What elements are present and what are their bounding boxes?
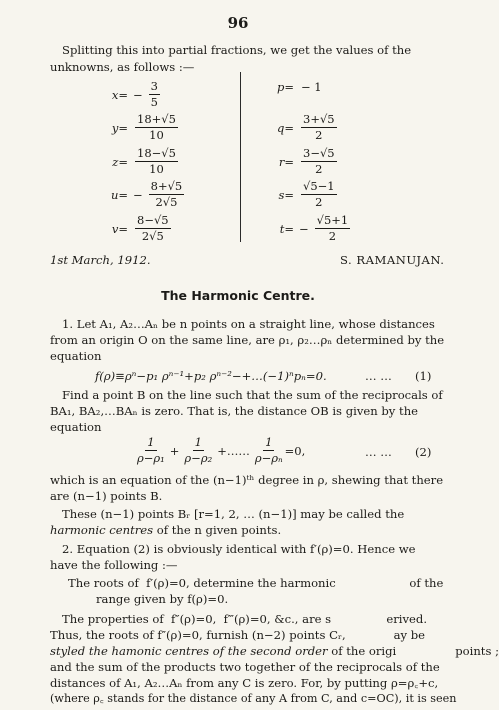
para2-line-2: BA₁, BA₂,…BAₙ is zero. That is, the distance OB is given by the <box>50 404 419 418</box>
para7-line-2: distances of A₁, A₂…Aₙ from any C is zero. For, by putting ρ=ρ꜀+c, <box>50 676 439 690</box>
left-variable-label: u= <box>110 187 128 202</box>
right-value-fraction: $\frac{√5-1}{2}$ <box>303 179 335 209</box>
para1-line-2: from an origin O on the same line, are ρ₁, ρ₂…ρₙ determined by the <box>50 333 445 347</box>
right-value-row <box>262 80 322 94</box>
right-value-sign: − <box>299 221 309 236</box>
para1-line-1: 1. Let A₁, A₂…Aₙ be n points on a straight line, whose distances <box>62 317 435 331</box>
para5-line-2: have the following :— <box>50 558 178 572</box>
equation-1: f(ρ)≡ρⁿ−p₁ ρⁿ⁻¹+p₂ ρⁿ⁻²−+…(−1)ⁿpₙ=0. <box>95 369 327 383</box>
para3-line-2: are (n−1) points B. <box>50 489 163 503</box>
para7-line-1: and the sum of the products two together of the reciprocals of the <box>50 660 440 674</box>
equation-2-label: (2) <box>415 445 432 459</box>
quote-line-2: range given by f(ρ)=0. <box>96 592 229 606</box>
para4-line-1: These (n−1) points Bᵣ [r=1, 2, … (n−1)] may be called the <box>62 507 405 521</box>
right-value: − 1 <box>301 80 322 94</box>
para7-line-3: (where ρ꜀ stands for the distance of any A from C, and c=OC), it is seen <box>50 692 457 705</box>
quote-line-1: The roots of f′(ρ)=0, determine the harmonic of the <box>68 576 444 590</box>
para6-line-2: Thus, the roots of f″(ρ)=0, furnish (n−2) points Cᵣ, ay be <box>50 628 426 642</box>
right-value-row <box>262 214 350 243</box>
left-value-fraction: $\frac{8+√5}{2√5}$ <box>150 179 183 209</box>
right-value-row <box>262 147 337 176</box>
right-value-fraction: $\frac{3+√5}{2}$ <box>303 112 335 142</box>
right-variable-label: q= <box>277 120 294 135</box>
eq2-tail: =0, <box>284 443 306 458</box>
right-variable-label: p= <box>277 80 294 94</box>
para2-line-1: Find a point B on the line such that the sum of the reciprocals of <box>62 388 443 402</box>
intro-line-2: unknowns, as follows :— <box>50 60 195 74</box>
left-variable-label: x= <box>111 87 128 102</box>
para4-line-2: harmonic centres of the n given points. <box>50 523 282 537</box>
eq2-term-3: $\frac{1}{\text{ρ−ρₙ}}$ <box>254 435 283 465</box>
left-value-fraction: $\frac{8-√5}{2√5}$ <box>137 213 169 243</box>
right-value-fraction: $\frac{√5+1}{2}$ <box>316 213 349 243</box>
equation-1-label: (1) <box>415 369 432 383</box>
right-variable-label: t= <box>279 221 294 236</box>
author-signature: S. RAMANUJAN. <box>340 253 445 267</box>
right-value-fraction: $\frac{3-√5}{2}$ <box>303 146 335 176</box>
left-value-fraction: $\frac{18-√5}{10}$ <box>137 146 176 176</box>
para6-line-1: The properties of f″(ρ)=0, f‴(ρ)=0, &c., are s erived. <box>62 612 428 626</box>
para1-line-3: equation <box>50 349 102 363</box>
para5-line-1: 2. Equation (2) is obviously identical with f′(ρ)=0. Hence we <box>62 542 416 556</box>
eq2-term-2: $\frac{1}{\text{ρ−ρ₂}}$ <box>184 435 213 465</box>
harmonic-centres-term: harmonic centres <box>50 523 154 537</box>
section-title: The Harmonic Centre. <box>161 288 315 303</box>
left-variable-label: y= <box>111 120 128 135</box>
date-line: 1st March, 1912. <box>50 253 151 267</box>
left-value-fraction: $\frac{3}{5}$ <box>150 79 158 109</box>
right-variable-label: s= <box>278 187 294 202</box>
equation-2 <box>135 436 305 465</box>
left-value-row <box>96 80 160 109</box>
para6-line-3: styled the hamonic centres of the second order of the origi points ; <box>50 644 499 658</box>
para2-line-3: equation <box>50 420 102 434</box>
left-value-sign: − <box>133 187 143 202</box>
left-value-row <box>96 147 178 176</box>
right-value-row <box>262 180 337 209</box>
left-value-row <box>96 214 171 243</box>
column-divider <box>240 72 241 242</box>
para3-line-1: which is an equation of the (n−1)ᵗʰ degree in ρ, shewing that there <box>50 473 444 487</box>
left-value-row <box>96 180 184 209</box>
eq2-join-1: + <box>169 443 180 458</box>
equation-1-dots: … … <box>365 369 392 383</box>
left-variable-label: v= <box>111 221 128 236</box>
left-value-fraction: $\frac{18+√5}{10}$ <box>137 112 176 142</box>
intro-line-1: Splitting this into partial fractions, we get the values of the <box>62 43 412 57</box>
page-number: 96 <box>227 14 249 32</box>
left-variable-label: z= <box>112 154 128 169</box>
eq2-term-1: $\frac{1}{\text{ρ−ρ₁}}$ <box>137 435 165 465</box>
left-value-row <box>96 113 178 142</box>
equation-2-dots: … … <box>365 445 392 459</box>
right-value-row <box>262 113 337 142</box>
left-value-sign: − <box>133 87 143 102</box>
right-variable-label: r= <box>278 154 294 169</box>
eq2-join-2: +…… <box>217 443 250 458</box>
